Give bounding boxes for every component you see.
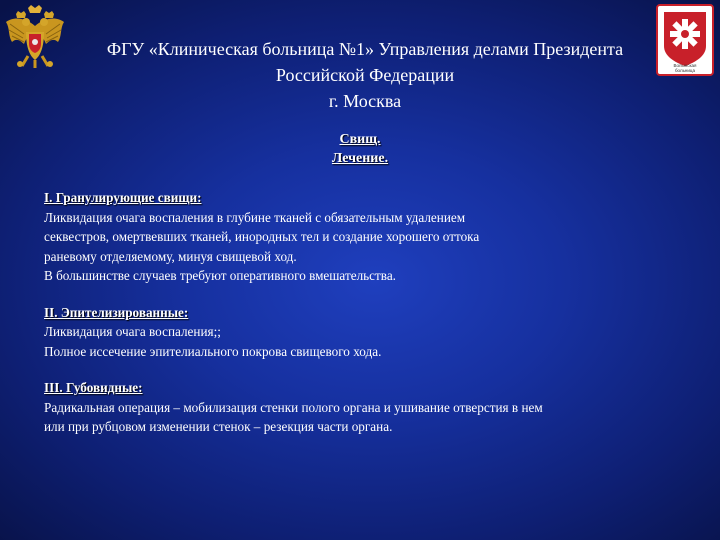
subtitle-line-1: Свищ. xyxy=(339,132,381,147)
section-epithelized xyxy=(44,303,694,362)
coat-of-arms-icon xyxy=(4,4,66,70)
section-heading: I. Гранулирующие свищи: xyxy=(44,190,202,205)
section-line: Ликвидация очага воспаления в глубине тканей с обязательным удалением xyxy=(44,209,466,225)
svg-text:больница: больница xyxy=(674,68,696,73)
section-granulating xyxy=(44,188,694,286)
section-line: раневому отделяемому, минуя свищевой ход. xyxy=(44,248,297,264)
logo-caption xyxy=(673,63,697,73)
subtitle-line-2: Лечение. xyxy=(331,151,389,166)
section-line: В большинстве случаев требуют оперативного вмешательства. xyxy=(44,268,396,283)
section-line: или при рубцовом изменении стенок – резекция части органа. xyxy=(44,419,393,434)
slide-subtitle xyxy=(160,130,560,168)
header-line-2: Российской Федерации xyxy=(275,65,455,85)
svg-text:Волынская: Волынская xyxy=(673,63,697,68)
section-line: Полное иссечение эпителиального покрова свищевого хода. xyxy=(44,343,382,359)
section-line: Радикальная операция – мобилизация стенки полого органа и ушивание отверстия в нем xyxy=(44,399,543,415)
slide-body xyxy=(44,188,694,454)
header-line-1: ФГУ «Клиническая больница №1» Управления делами Президента xyxy=(106,39,624,59)
header-title xyxy=(70,36,660,114)
section-labial xyxy=(44,378,694,437)
section-heading: III. Губовидные: xyxy=(44,380,143,395)
section-heading: II. Эпителизированные: xyxy=(44,304,189,320)
header-line-3: г. Москва xyxy=(328,91,402,111)
section-line: Ликвидация очага воспаления;; xyxy=(44,324,221,339)
hospital-logo-icon xyxy=(656,4,714,76)
section-line: секвестров, омертвевших тканей, инородных тел и создание хорошего оттока xyxy=(44,229,480,244)
